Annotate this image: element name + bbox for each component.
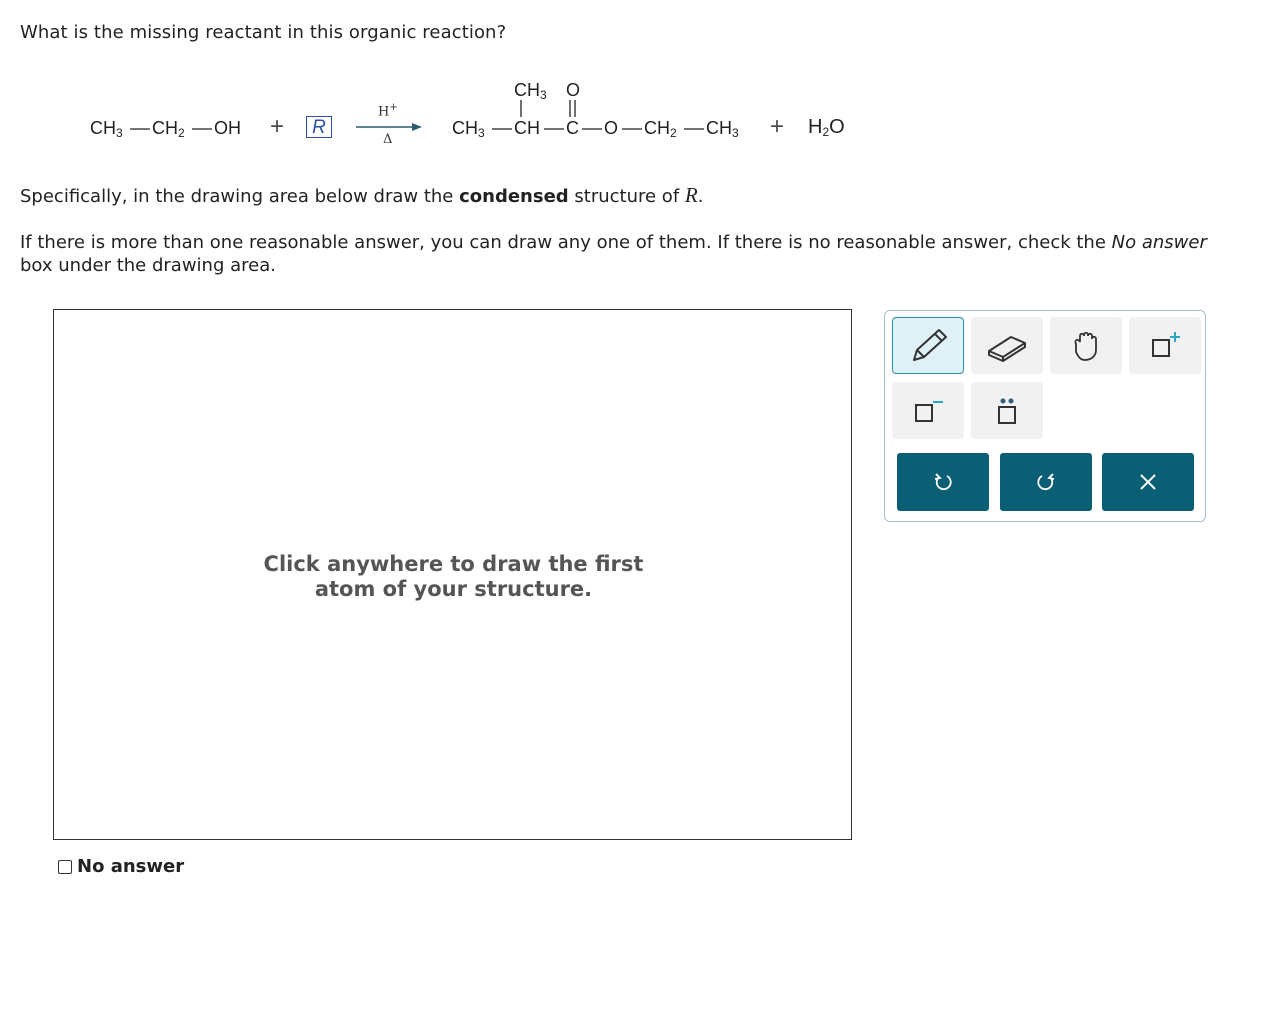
no-answer-label: No answer [77,856,185,877]
condition-acid: H+ [378,102,398,120]
question-text: What is the missing reactant in this organic reaction? [20,22,507,43]
redo-button[interactable] [1000,453,1092,511]
pencil-icon [906,326,950,366]
plus-sign: + [770,113,785,140]
product-water: $H_2O$ [808,116,845,139]
lone-pair-icon [987,391,1027,431]
no-answer-note: If there is more than one reasonable answer, you can draw any one of them. If there is no reasonable answer, check the No answer box under the drawing area. [20,232,1207,276]
remove-charge-tool[interactable] [892,382,964,439]
product-vertical-bonds [514,98,584,120]
product-branch-methyl: $CH_3$ [514,80,547,102]
eraser-tool[interactable] [971,317,1043,374]
reaction-equation: $CH_3$ $CH_2$ OH + R H+ Δ $CH_3$ O $CH_3$ CH C O $CH_2$ $CH_3$ + $H_2O$ [90,80,845,147]
clear-button[interactable] [1102,453,1194,511]
product-carbonyl-oxygen: O [566,80,581,100]
unknown-reactant-r: R [306,116,332,138]
plus-sign: + [270,113,285,140]
no-answer-checkbox[interactable] [58,856,184,877]
add-charge-icon [1145,328,1185,364]
add-charge-tool[interactable] [1129,317,1201,374]
eraser-icon [985,329,1029,363]
undo-icon [932,471,954,493]
hand-icon [1068,328,1104,364]
remove-charge-icon [908,393,948,429]
lone-pair-tool[interactable] [971,382,1043,439]
drawing-hint: Click anywhere to draw the first atom of your structure. [263,552,644,601]
drawing-area[interactable] [53,309,852,840]
tool-palette [884,310,1206,522]
redo-icon [1035,471,1057,493]
product-ester: $CH_3$ [452,118,485,140]
reactant-ethanol: $CH_3$ [90,118,123,140]
condition-heat: Δ [383,132,393,147]
pencil-tool[interactable] [892,317,964,374]
undo-button[interactable] [897,453,989,511]
close-icon [1138,472,1158,492]
checkbox-icon[interactable] [58,860,72,874]
move-tool[interactable] [1050,317,1122,374]
instruction-text: Specifically, in the drawing area below draw the condensed structure of R. [20,183,704,207]
